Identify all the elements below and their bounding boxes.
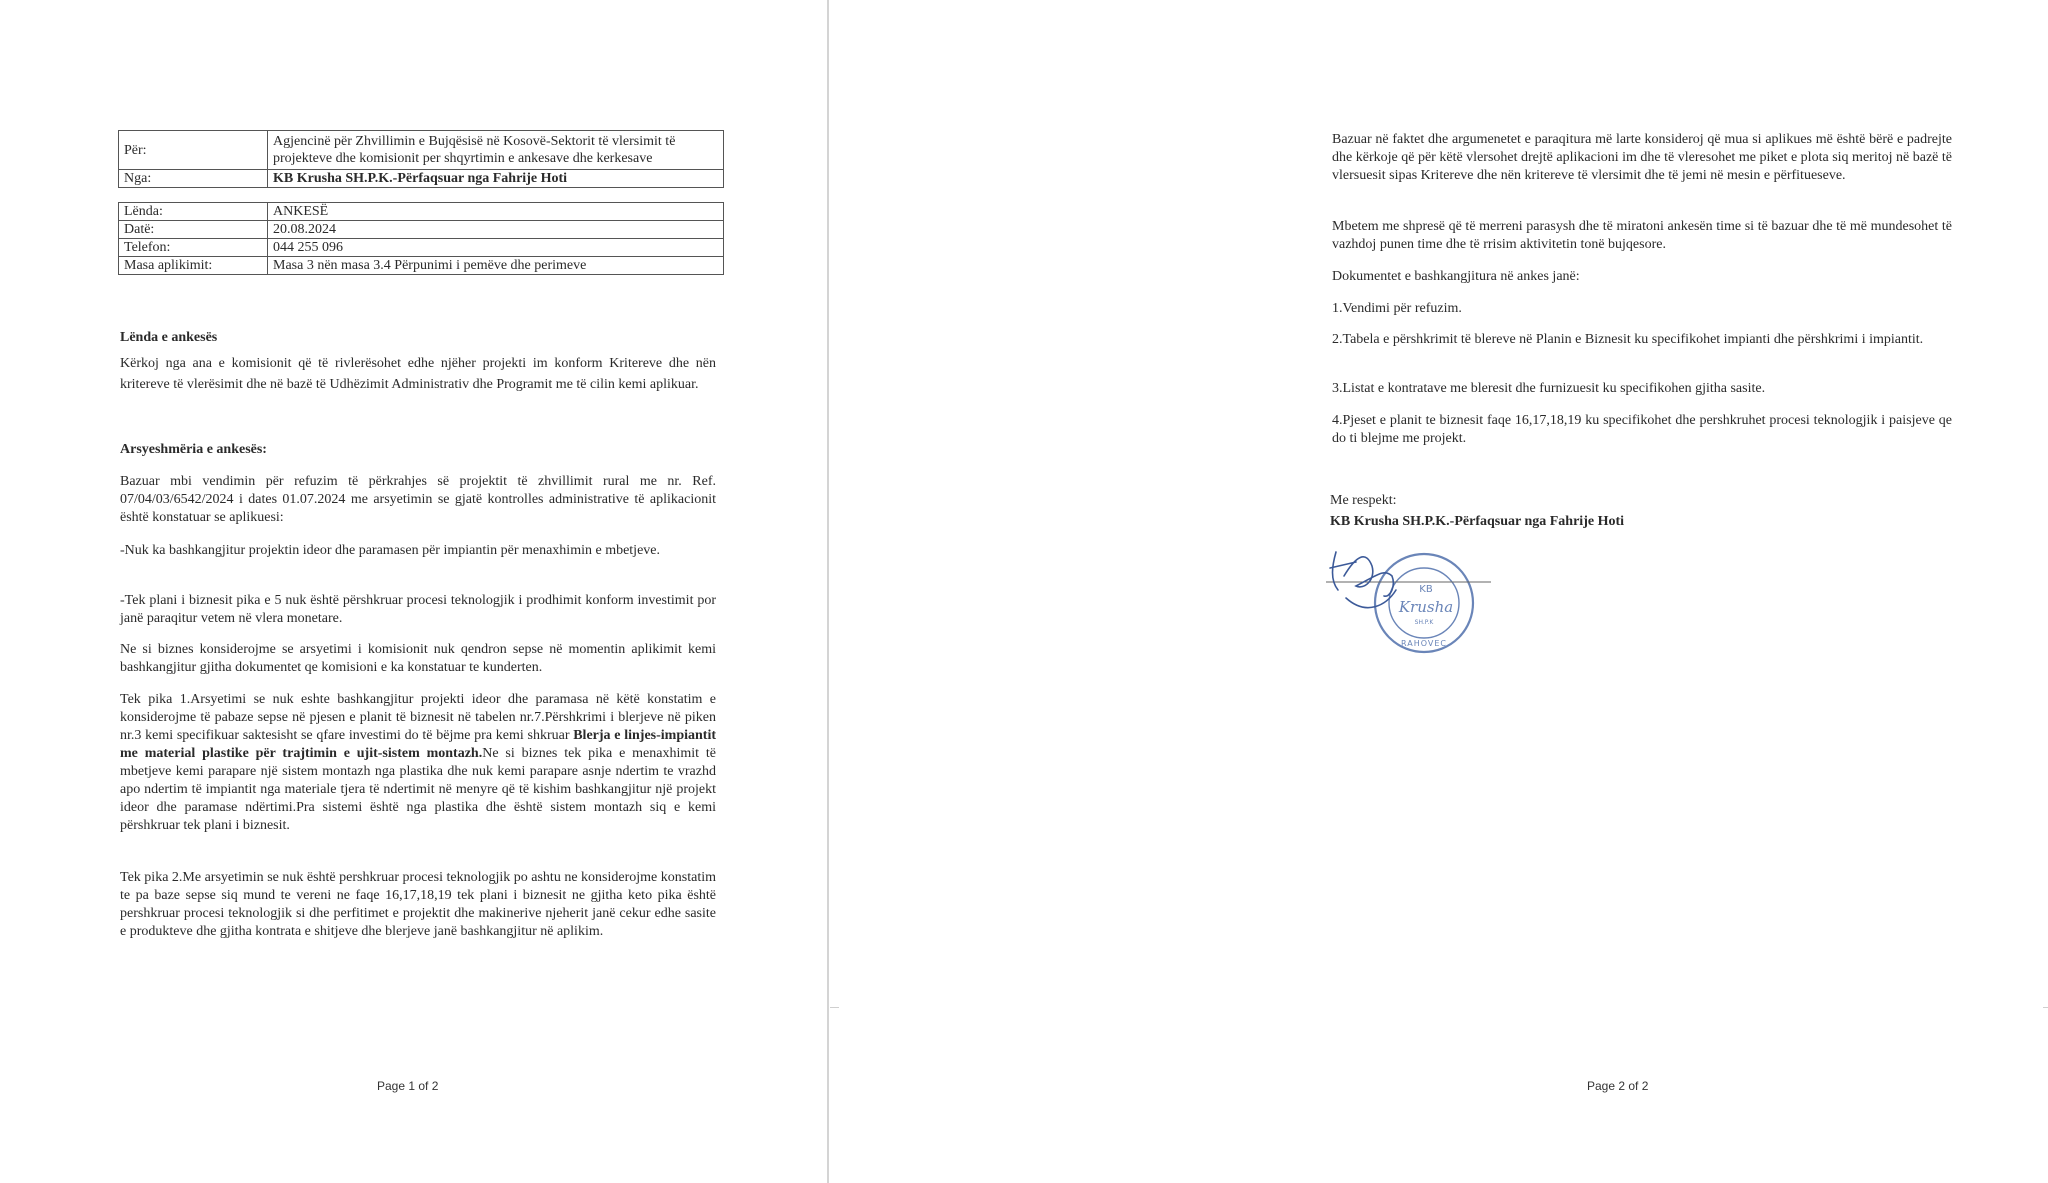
point-1-text: Tek pika 1.Arsyetimi se nuk eshte bashkangjitur projekti ideor dhe paramasa në këtë konstatim e konsiderojme të pabaze sepse në pjesen e planit të biznesit në tabelen nr.7.Përshkrimi i blerjeve në piken nr.3 kemi specifikuar saktesisht se qfare investimi do të bëjme pra kemi shkruar [120,692,716,743]
paragraph: -Nuk ka bashkangjitur projektin ideor dhe paramasen për impiantin për menaxhimin e mbetjeve. [120,543,660,558]
document-page-1 [0,0,828,1183]
header-table [118,130,724,275]
paragraph: -Tek plani i biznesit pika e 5 nuk është përshkruar procesi teknologjik i prodhimit konform investimit por janë paraqitur vetem në vlera monetare. [120,593,716,626]
signatory-name: KB Krusha SH.P.K.-Përfaqsuar nga Fahrije Hoti [1330,514,1625,529]
header-value: 044 255 096 [268,239,724,257]
attachment-item: 2.Tabela e përshkrimit të blereve në Planin e Biznesit ku specifikohet impianti dhe përshkrimi i impiantit. [1332,332,1924,347]
svg-text:SH.P.K: SH.P.K [1414,619,1434,626]
header-value: KB Krusha SH.P.K.-Përfaqsuar nga Fahrije Hoti [268,170,724,188]
paragraph: Bazuar në faktet dhe argumenetet e paraqitura më larte konsideroj që mua si aplikues më është bërë e padrejte dhe kërkoje që për këtë vlersohet drejtë aplikacioni im dhe të vleresohet me piket e plota siq meritoj në bazë të vlersuesit sipas Kritereve dhe nën kritereve të vlersimit dhe të jemi në mesin e përfitueseve. [1332,132,1952,183]
attachment-item: 3.Listat e kontratave me bleresit dhe furnizuesit ku specifikohen gjitha sasite. [1332,381,1766,396]
paragraph: Mbetem me shpresë që të merreni parasysh dhe të miratoni ankesën time si të bazuar dhe të më mundesohet të vazhdoj punen time dhe të rrisim aktivitetin tonë bujqesore. [1332,219,1952,252]
header-key: Masa aplikimit: [119,257,268,275]
header-key: Datë: [119,221,268,239]
closing [1330,492,1830,531]
attachment-item: 4.Pjeset e planit te biznesit faqe 16,17,18,19 ku specifikohet dhe pershkruhet procesi teknologjik i paisjeve qe do ti blejme me projekt. [1332,413,1952,446]
header-key: Telefon: [119,239,268,257]
header-key: Nga: [119,170,268,188]
header-row-recipient [119,131,724,170]
page-number: Page 2 of 2 [1587,1079,1649,1093]
paragraph: Bazuar mbi vendimin për refuzim të përkrahjes së projektit të zhvillimit rural me nr. Ref. 07/04/03/6542/2024 i dates 01.07.2024 me arsyetimin se gjatë kontrolles administrative të aplikacionit është konstatuar se aplikuesi: [120,474,716,525]
svg-text:Krusha: Krusha [1398,598,1454,616]
page-number: Page 1 of 2 [377,1079,439,1093]
subject-heading: Lënda e ankesës [120,330,218,345]
subject-text: Kërkoj nga ana e komisionit që të rivlerësohet edhe njëher projekti im konform Kritereve dhe nën kritereve të vlerësimit dhe në bazë të Udhëzimit Administrativ dhe Programit me të cilin kemi aplikuar. [120,356,716,392]
header-row-gap [119,188,724,203]
point-1-bold-text: Blerja e linjes-impiantit me material plastike për trajtimin e ujit-sistem montazh. [120,728,716,761]
svg-text:KB: KB [1419,584,1433,595]
reason-section [120,441,716,459]
attachment-item: 1.Vendimi për refuzim. [1332,301,1462,316]
header-row-subject [119,203,724,221]
header-row-date [119,221,724,239]
header-row-sender [119,170,724,188]
attachments-heading: Dokumentet e bashkangjitura në ankes janë: [1332,269,1580,284]
company-stamp-icon [1326,546,1491,666]
point-1-text-cont: Ne si biznes tek pika e menaxhimit të mbetjeve kemi parapare një sistem montazh nga plastika dhe nuk kemi parapare asnje ndertim te vrazhd apo ndertim të impiantit nga materiale tjera të ndertimit në menyre që të kishim bashkangjitur një projekt ideor dhe paramase ndërtimi.Pra sistemi është nga plastika dhe është sistem montazh siq e kemi përshkruar tek plani i biznesit. [120,746,717,833]
header-value: Masa 3 nën masa 3.4 Përpunimi i pemëve dhe perimeve [268,257,724,275]
closing-salutation: Me respekt: [1330,493,1397,508]
header-value: ANKESË [268,203,724,221]
header-key: Lënda: [119,203,268,221]
point-1-paragraph [120,691,716,835]
paragraph: Ne si biznes konsiderojme se arsyetimi i komisionit nuk qendron sepse në momentin aplikimit kemi bashkangjitur gjitha dokumentet qe komisioni e ka konstatuar te kunderten. [120,642,716,675]
header-row-measure [119,257,724,275]
header-key: Për: [119,131,268,170]
header-value: 20.08.2024 [268,221,724,239]
subject-section [120,329,716,395]
svg-text:RAHOVEC: RAHOVEC [1401,639,1447,648]
header-row-phone [119,239,724,257]
point-2-paragraph: Tek pika 2.Me arsyetimin se nuk është pershkruar procesi teknologjik po ashtu ne konsiderojme konstatim te pa baze sepse siq mund te vereni ne faqe 16,17,18,19 tek plani i biznesit ne gjitha keto pika është pershkruar procesi teknologjik si dhe perfitimet e projektit dhe makinerive njeherit janë cekur edhe sasite e produkteve dhe gjitha kontrata e shitjeve dhe blerjeve janë bashkangjitur në aplikim. [120,870,716,939]
header-value: Agjencinë për Zhvillimin e Bujqësisë në Kosovë-Sektorit të vlersimit të projekteve dhe komisionit per shqyrtimin e ankesave dhe kerkesave [268,131,724,170]
reason-heading: Arsyeshmëria e ankesës: [120,442,267,457]
